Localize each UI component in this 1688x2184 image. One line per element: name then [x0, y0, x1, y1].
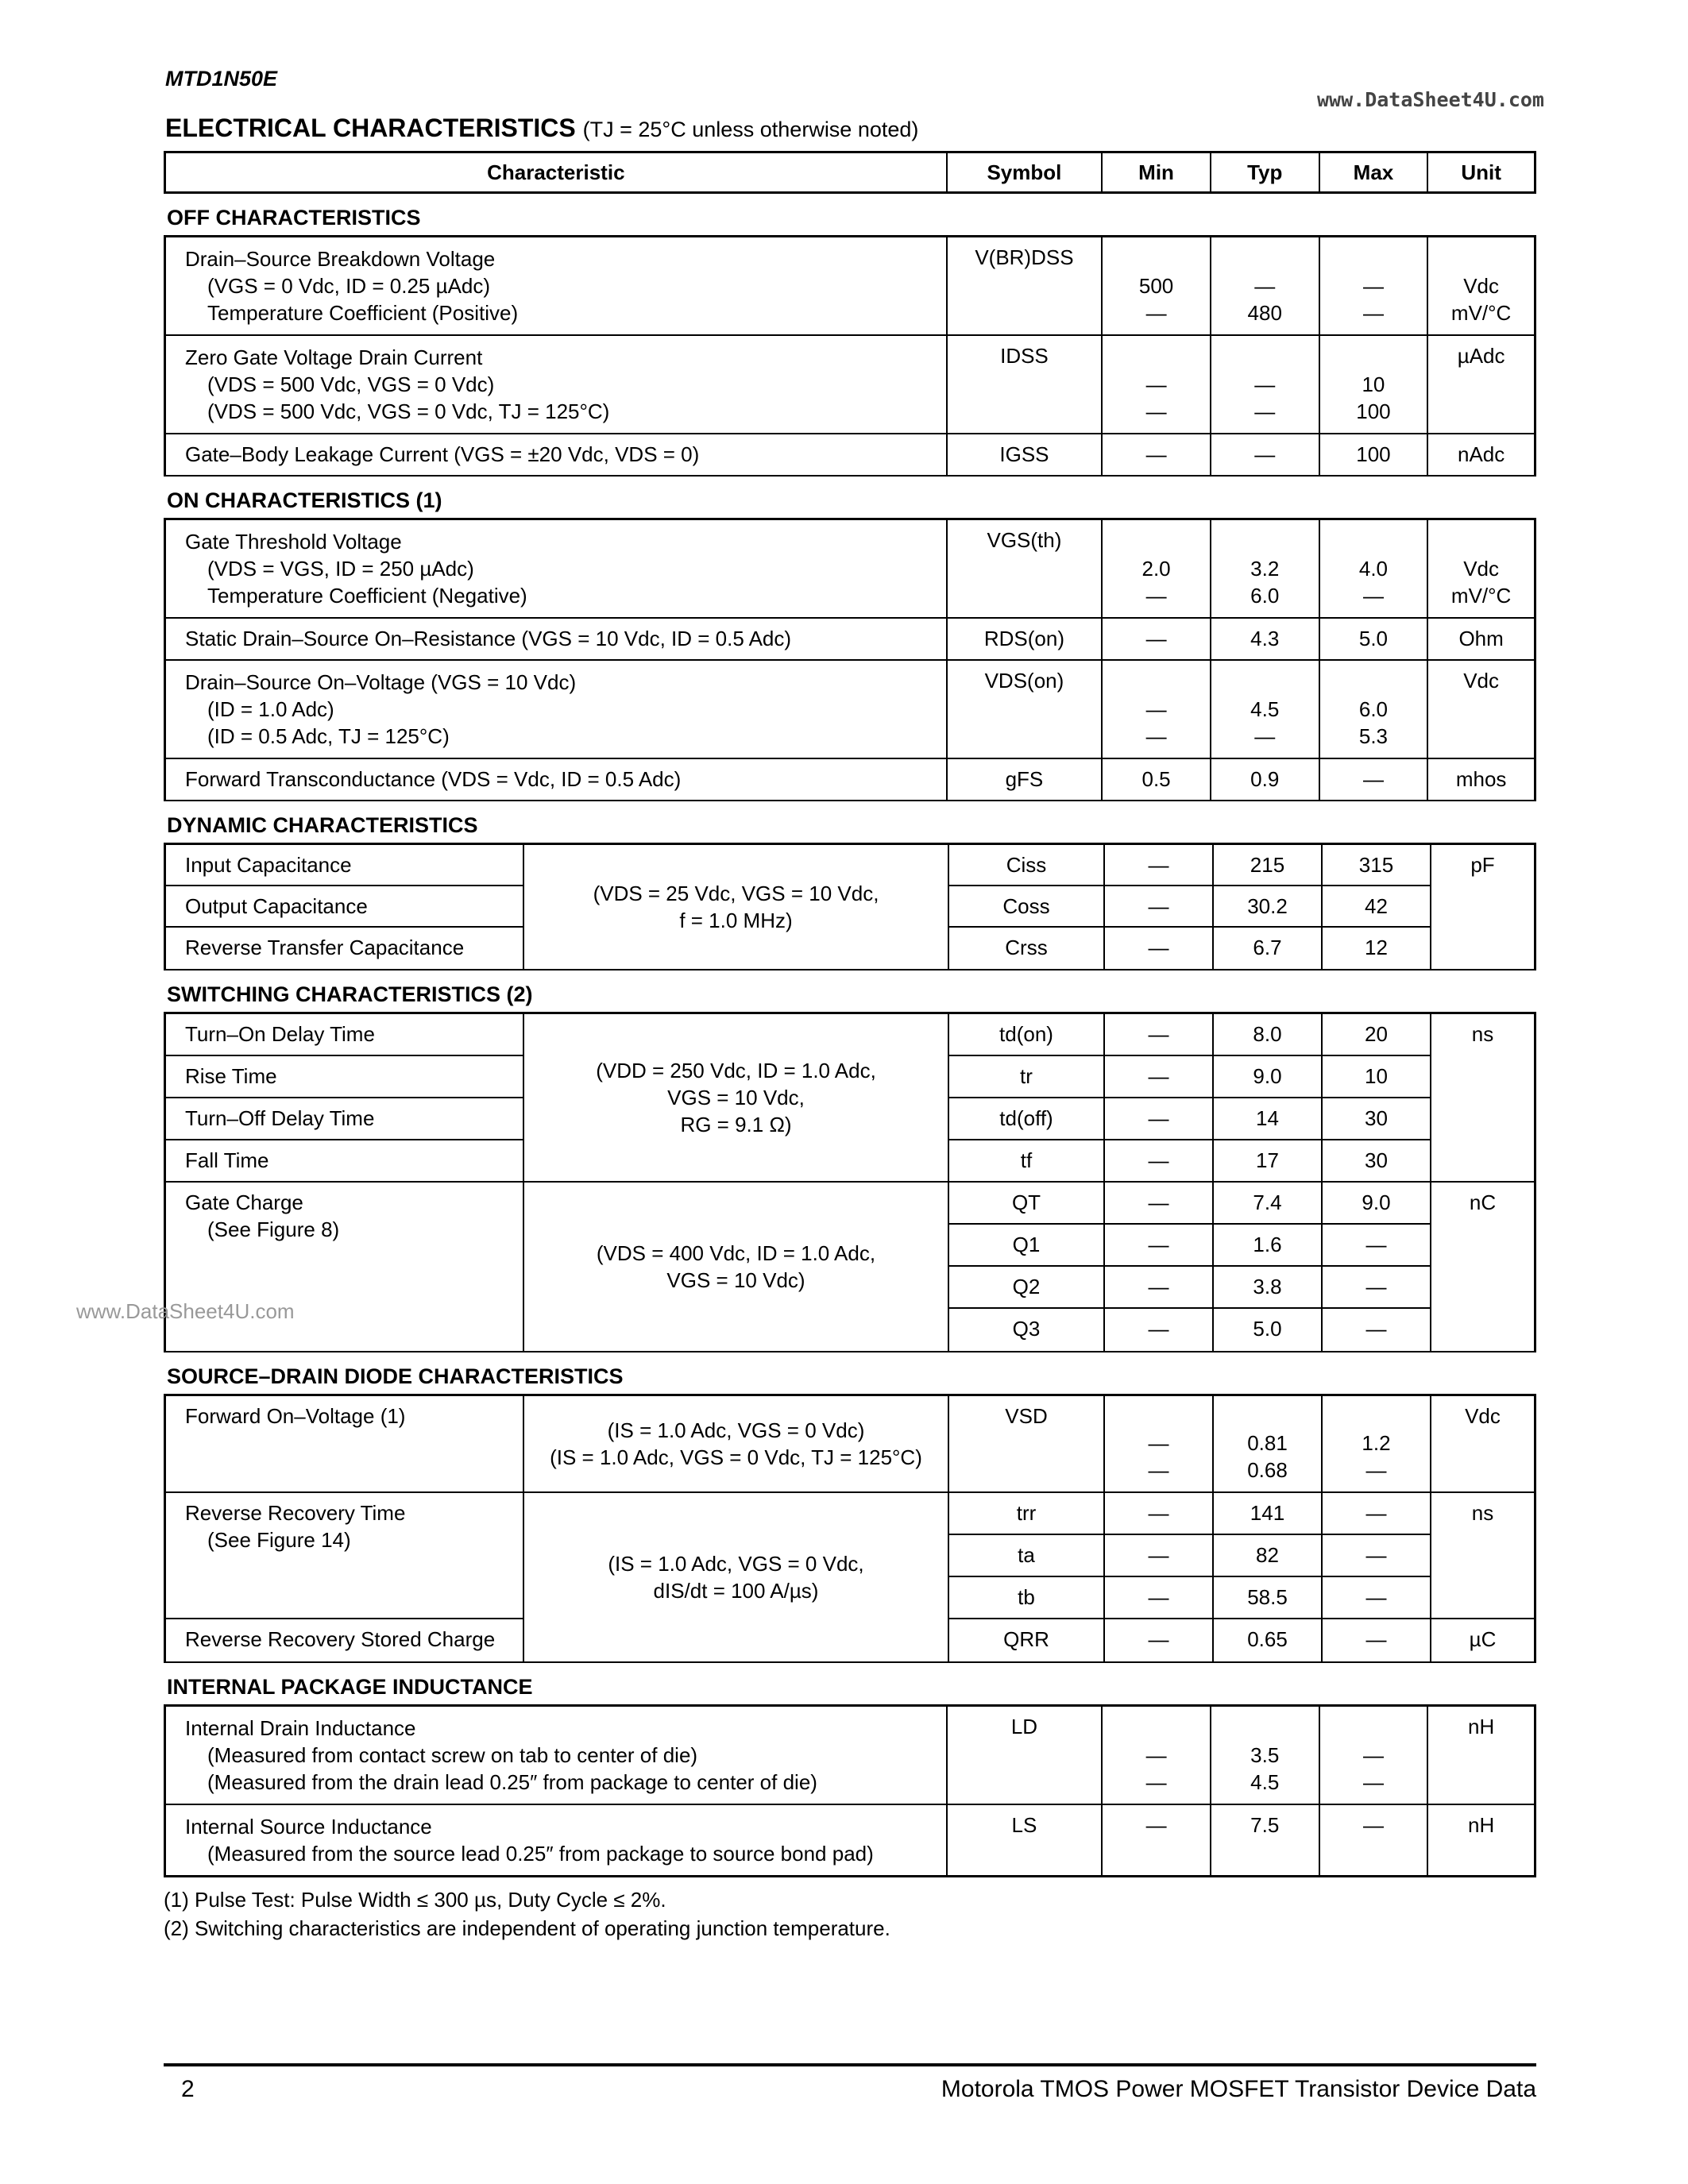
typ-value: 17 — [1214, 1140, 1323, 1183]
min-value: — — [1145, 584, 1167, 608]
condition-line: (VDS = 25 Vdc, VGS = 10 Vdc, — [593, 882, 879, 905]
min-value: — — [1148, 1431, 1169, 1455]
min-value: 2.0 — [1141, 557, 1171, 581]
min-value: — — [1105, 886, 1214, 928]
max-value: 10 — [1362, 372, 1385, 396]
condition-line: dIS/dt = 100 A/µs) — [653, 1579, 819, 1603]
row-name: Turn–On Delay Time — [166, 1014, 524, 1056]
typ-value: 3.2 — [1250, 557, 1280, 581]
row-symbol: tb — [949, 1577, 1105, 1619]
max-value: 100 — [1320, 434, 1429, 475]
row-symbol: tr — [949, 1056, 1105, 1098]
typ-value: 14 — [1214, 1098, 1323, 1140]
row-condition: (ID = 0.5 Adc, TJ = 125°C) — [207, 724, 450, 748]
electrical-characteristics-table — [76, 151, 1536, 1943]
row-condition: (Measured from contact screw on tab to center of die) — [207, 1743, 698, 1767]
min-value: — — [1145, 724, 1167, 748]
col-max: Max — [1320, 153, 1429, 191]
max-value: — — [1323, 1267, 1431, 1309]
row-symbol: Coss — [949, 886, 1105, 928]
unit-value: Vdc — [1463, 557, 1500, 581]
gate-charge-label — [166, 1183, 524, 1351]
typ-value: — — [1254, 399, 1276, 423]
unit-value: nH — [1468, 1715, 1495, 1738]
min-value: — — [1105, 928, 1214, 969]
max-value: — — [1362, 1770, 1384, 1794]
max-value: — — [1323, 1225, 1431, 1267]
typ-value: 9.0 — [1214, 1056, 1323, 1098]
condition-line: (VDS = 400 Vdc, ID = 1.0 Adc, — [596, 1241, 876, 1265]
min-value: — — [1103, 619, 1211, 659]
row-symbol: Q2 — [949, 1267, 1105, 1309]
section-diode: SOURCE–DRAIN DIODE CHARACTERISTICS — [167, 1364, 624, 1388]
col-symbol: Symbol — [948, 153, 1103, 191]
row-condition: (VDS = 500 Vdc, VGS = 0 Vdc, TJ = 125°C) — [207, 399, 610, 423]
row-name: Fall Time — [166, 1140, 524, 1183]
max-value: 42 — [1323, 886, 1431, 928]
row-condition: (ID = 1.0 Adc) — [207, 697, 334, 721]
row-name: Forward On–Voltage (1) — [166, 1396, 524, 1493]
row-name: Drain–Source On–Voltage (VGS = 10 Vdc) — [185, 670, 577, 694]
max-value: 4.0 — [1358, 557, 1389, 581]
row-name: Internal Drain Inductance — [185, 1716, 416, 1740]
typ-value: 3.5 — [1250, 1743, 1280, 1767]
max-value: 20 — [1323, 1014, 1431, 1056]
max-value: — — [1323, 1619, 1431, 1661]
min-value: — — [1105, 1140, 1214, 1183]
table-row — [164, 661, 1536, 759]
condition-line: (VDD = 250 Vdc, ID = 1.0 Adc, — [596, 1059, 876, 1082]
min-value: — — [1145, 372, 1167, 396]
typ-value: 7.5 — [1211, 1805, 1320, 1875]
min-value: 500 — [1138, 274, 1174, 298]
switching-grid — [164, 1012, 1536, 1352]
max-value: 10 — [1323, 1056, 1431, 1098]
unit-value: ns — [1431, 1014, 1534, 1183]
typ-value: 1.6 — [1214, 1225, 1323, 1267]
row-symbol: Q3 — [949, 1309, 1105, 1351]
unit-value: Vdc — [1463, 274, 1500, 298]
row-condition: (VGS = 0 Vdc, ID = 0.25 µAdc) — [207, 274, 491, 298]
unit-value: mV/°C — [1450, 301, 1512, 325]
col-unit: Unit — [1461, 160, 1501, 184]
row-symbol: VSD — [949, 1396, 1105, 1493]
min-value: — — [1105, 1098, 1214, 1140]
typ-value: 82 — [1214, 1535, 1323, 1577]
unit-value: mV/°C — [1450, 584, 1512, 608]
footer-rule — [164, 2063, 1536, 2066]
min-value: — — [1145, 301, 1167, 325]
row-name: Reverse Recovery Time — [185, 1501, 406, 1525]
row-symbol: RDS(on) — [948, 619, 1103, 659]
max-value: — — [1362, 1743, 1384, 1767]
min-value: — — [1105, 1577, 1214, 1619]
row-name: Input Capacitance — [166, 845, 524, 886]
typ-value: 4.5 — [1250, 1770, 1280, 1794]
col-characteristic: Characteristic — [166, 153, 948, 191]
min-value: — — [1105, 1014, 1214, 1056]
unit-value: nC — [1469, 1190, 1497, 1214]
condition-line: RG = 9.1 Ω) — [680, 1113, 792, 1136]
row-symbol: td(off) — [949, 1098, 1105, 1140]
row-symbol: tf — [949, 1140, 1105, 1183]
max-value: — — [1320, 1805, 1429, 1875]
typ-value: 5.0 — [1214, 1309, 1323, 1351]
typ-value: 7.4 — [1214, 1183, 1323, 1225]
max-value: 315 — [1323, 845, 1431, 886]
table-row — [164, 1805, 1536, 1877]
row-symbol: V(BR)DSS — [948, 237, 1103, 334]
table-header — [164, 151, 1536, 194]
unit-value: µC — [1469, 1627, 1497, 1651]
max-value: 30 — [1323, 1140, 1431, 1183]
row-name: Gate Threshold Voltage — [185, 530, 402, 554]
max-value: — — [1362, 301, 1384, 325]
typ-value: 3.8 — [1214, 1267, 1323, 1309]
row-symbol: gFS — [948, 759, 1103, 800]
section-switching: SWITCHING CHARACTERISTICS (2) — [167, 982, 533, 1006]
min-value: — — [1105, 1535, 1214, 1577]
min-value: — — [1105, 845, 1214, 886]
row-name: Forward Transconductance (VDS = Vdc, ID = 0.5 Adc) — [166, 759, 948, 800]
test-condition — [524, 1396, 949, 1493]
footnote-1: (1) Pulse Test: Pulse Width ≤ 300 µs, Duty Cycle ≤ 2%. — [164, 1888, 666, 1912]
row-symbol: trr — [949, 1493, 1105, 1535]
max-value: 5.3 — [1358, 724, 1389, 748]
min-value: — — [1145, 697, 1167, 721]
typ-value: 215 — [1214, 845, 1323, 886]
title-text: ELECTRICAL CHARACTERISTICS — [165, 114, 576, 142]
max-value: 30 — [1323, 1098, 1431, 1140]
max-value: 6.0 — [1358, 697, 1389, 721]
row-condition: (Measured from the source lead 0.25″ from package to source bond pad) — [207, 1842, 874, 1866]
min-value: — — [1105, 1225, 1214, 1267]
condition-line: (IS = 1.0 Adc, VGS = 0 Vdc) — [607, 1418, 865, 1442]
typ-value: — — [1211, 434, 1320, 475]
row-symbol: td(on) — [949, 1014, 1105, 1056]
typ-value: 58.5 — [1214, 1577, 1323, 1619]
typ-value: 480 — [1247, 301, 1282, 325]
page-title — [165, 114, 918, 143]
condition-line: f = 1.0 MHz) — [679, 909, 793, 932]
typ-value: 0.68 — [1247, 1458, 1288, 1482]
max-value: — — [1323, 1493, 1431, 1535]
row-symbol: VDS(on) — [948, 661, 1103, 758]
table-row — [164, 759, 1536, 801]
min-value: — — [1103, 434, 1211, 475]
unit-value: pF — [1470, 853, 1495, 877]
typ-value: 141 — [1214, 1493, 1323, 1535]
unit-value: ns — [1431, 1493, 1534, 1619]
typ-value: 8.0 — [1214, 1014, 1323, 1056]
typ-value: — — [1254, 274, 1276, 298]
unit-value: mhos — [1455, 767, 1507, 791]
typ-value: 4.5 — [1250, 697, 1280, 721]
row-name: Turn–Off Delay Time — [166, 1098, 524, 1140]
row-name: Drain–Source Breakdown Voltage — [185, 247, 496, 271]
row-condition: Temperature Coefficient (Positive) — [207, 301, 519, 325]
table-row — [164, 434, 1536, 477]
condition-line: VGS = 10 Vdc, — [667, 1086, 805, 1109]
row-name: Zero Gate Voltage Drain Current — [185, 345, 483, 369]
max-value: 5.0 — [1320, 619, 1429, 659]
section-on: ON CHARACTERISTICS (1) — [167, 488, 442, 512]
table-row — [164, 518, 1536, 619]
min-value: — — [1105, 1267, 1214, 1309]
table-row — [164, 336, 1536, 434]
test-condition — [524, 1014, 949, 1183]
typ-value: — — [1254, 724, 1276, 748]
table-row — [164, 235, 1536, 336]
row-symbol: Crss — [949, 928, 1105, 969]
typ-value: 4.3 — [1211, 619, 1320, 659]
watermark-top: www.DataSheet4U.com — [1317, 88, 1544, 111]
min-value: — — [1145, 1770, 1167, 1794]
row-name: Rise Time — [166, 1056, 524, 1098]
row-condition: (VDS = VGS, ID = 250 µAdc) — [207, 557, 474, 581]
row-name: Reverse Transfer Capacitance — [166, 928, 524, 969]
typ-value: — — [1254, 372, 1276, 396]
row-condition: (VDS = 500 Vdc, VGS = 0 Vdc) — [207, 372, 495, 396]
min-value: — — [1105, 1309, 1214, 1351]
row-name: Gate–Body Leakage Current (VGS = ±20 Vdc, VDS = 0) — [166, 434, 948, 475]
row-name: Gate Charge — [185, 1190, 303, 1214]
test-condition — [524, 1183, 949, 1351]
max-value: 12 — [1323, 928, 1431, 969]
table-row — [164, 619, 1536, 661]
row-reference: (See Figure 14) — [207, 1528, 351, 1552]
min-value: — — [1145, 399, 1167, 423]
row-symbol: QRR — [949, 1619, 1105, 1661]
typ-value: 6.7 — [1214, 928, 1323, 969]
unit-value: µAdc — [1457, 344, 1505, 368]
condition-line: (IS = 1.0 Adc, VGS = 0 Vdc, TJ = 125°C) — [550, 1445, 922, 1469]
condition-line: (IS = 1.0 Adc, VGS = 0 Vdc, — [608, 1552, 864, 1576]
typ-value: 0.65 — [1214, 1619, 1323, 1661]
unit-value: Vdc — [1431, 1396, 1534, 1493]
row-symbol: LS — [948, 1805, 1103, 1875]
footnote-2: (2) Switching characteristics are independent of operating junction temperature. — [164, 1916, 890, 1940]
diode-grid — [164, 1394, 1536, 1663]
footnotes — [164, 1885, 1536, 1943]
table-row — [164, 1704, 1536, 1805]
dynamic-grid — [164, 843, 1536, 970]
max-value: — — [1365, 1458, 1387, 1482]
section-off: OFF CHARACTERISTICS — [167, 206, 421, 230]
row-name: Internal Source Inductance — [185, 1815, 432, 1839]
unit-value: nAdc — [1458, 442, 1505, 466]
section-inductance: INTERNAL PACKAGE INDUCTANCE — [167, 1675, 533, 1699]
max-value: 9.0 — [1323, 1183, 1431, 1225]
title-note: (TJ = 25°C unless otherwise noted) — [582, 118, 919, 141]
min-value: — — [1105, 1056, 1214, 1098]
condition-line: VGS = 10 Vdc) — [666, 1268, 805, 1292]
row-symbol: IDSS — [948, 336, 1103, 433]
max-value: — — [1320, 759, 1429, 800]
unit-value: Ohm — [1458, 627, 1504, 650]
page-number: 2 — [181, 2076, 195, 2102]
row-name: Output Capacitance — [166, 886, 524, 928]
min-value: — — [1145, 1743, 1167, 1767]
typ-value: 6.0 — [1250, 584, 1280, 608]
reverse-recovery-label — [166, 1493, 524, 1619]
test-condition — [524, 845, 949, 969]
col-min: Min — [1103, 153, 1211, 191]
test-condition — [524, 1493, 949, 1661]
row-symbol: Q1 — [949, 1225, 1105, 1267]
row-symbol: QT — [949, 1183, 1105, 1225]
max-value: — — [1323, 1577, 1431, 1619]
max-value: 100 — [1356, 399, 1391, 423]
unit-value: Vdc — [1463, 669, 1500, 693]
section-dynamic: DYNAMIC CHARACTERISTICS — [167, 813, 478, 837]
row-name: Reverse Recovery Stored Charge — [166, 1619, 524, 1661]
typ-value: 0.9 — [1211, 759, 1320, 800]
watermark-side: www.DataSheet4U.com — [76, 1299, 295, 1323]
col-typ: Typ — [1211, 153, 1320, 191]
max-value: — — [1362, 274, 1384, 298]
typ-value: 0.81 — [1247, 1431, 1288, 1455]
part-number: MTD1N50E — [165, 67, 278, 91]
row-symbol: LD — [948, 1707, 1103, 1804]
min-value: — — [1105, 1493, 1214, 1535]
min-value: — — [1105, 1183, 1214, 1225]
row-reference: (See Figure 8) — [207, 1217, 340, 1241]
max-value: — — [1362, 584, 1384, 608]
row-symbol: Ciss — [949, 845, 1105, 886]
row-condition: (Measured from the drain lead 0.25″ from package to center of die) — [207, 1770, 817, 1794]
row-name: Static Drain–Source On–Resistance (VGS = 10 Vdc, ID = 0.5 Adc) — [166, 619, 948, 659]
max-value: — — [1323, 1535, 1431, 1577]
row-symbol: ta — [949, 1535, 1105, 1577]
min-value: 0.5 — [1103, 759, 1211, 800]
min-value: — — [1103, 1805, 1211, 1875]
typ-value: 30.2 — [1214, 886, 1323, 928]
min-value: — — [1148, 1458, 1169, 1482]
row-symbol: VGS(th) — [948, 520, 1103, 617]
row-symbol: IGSS — [948, 434, 1103, 475]
max-value: — — [1323, 1309, 1431, 1351]
footer-brand: Motorola TMOS Power MOSFET Transistor Device Data — [941, 2076, 1536, 2102]
min-value: — — [1105, 1619, 1214, 1661]
max-value: 1.2 — [1362, 1431, 1391, 1455]
row-condition: Temperature Coefficient (Negative) — [207, 584, 527, 608]
unit-value: nH — [1468, 1813, 1495, 1837]
